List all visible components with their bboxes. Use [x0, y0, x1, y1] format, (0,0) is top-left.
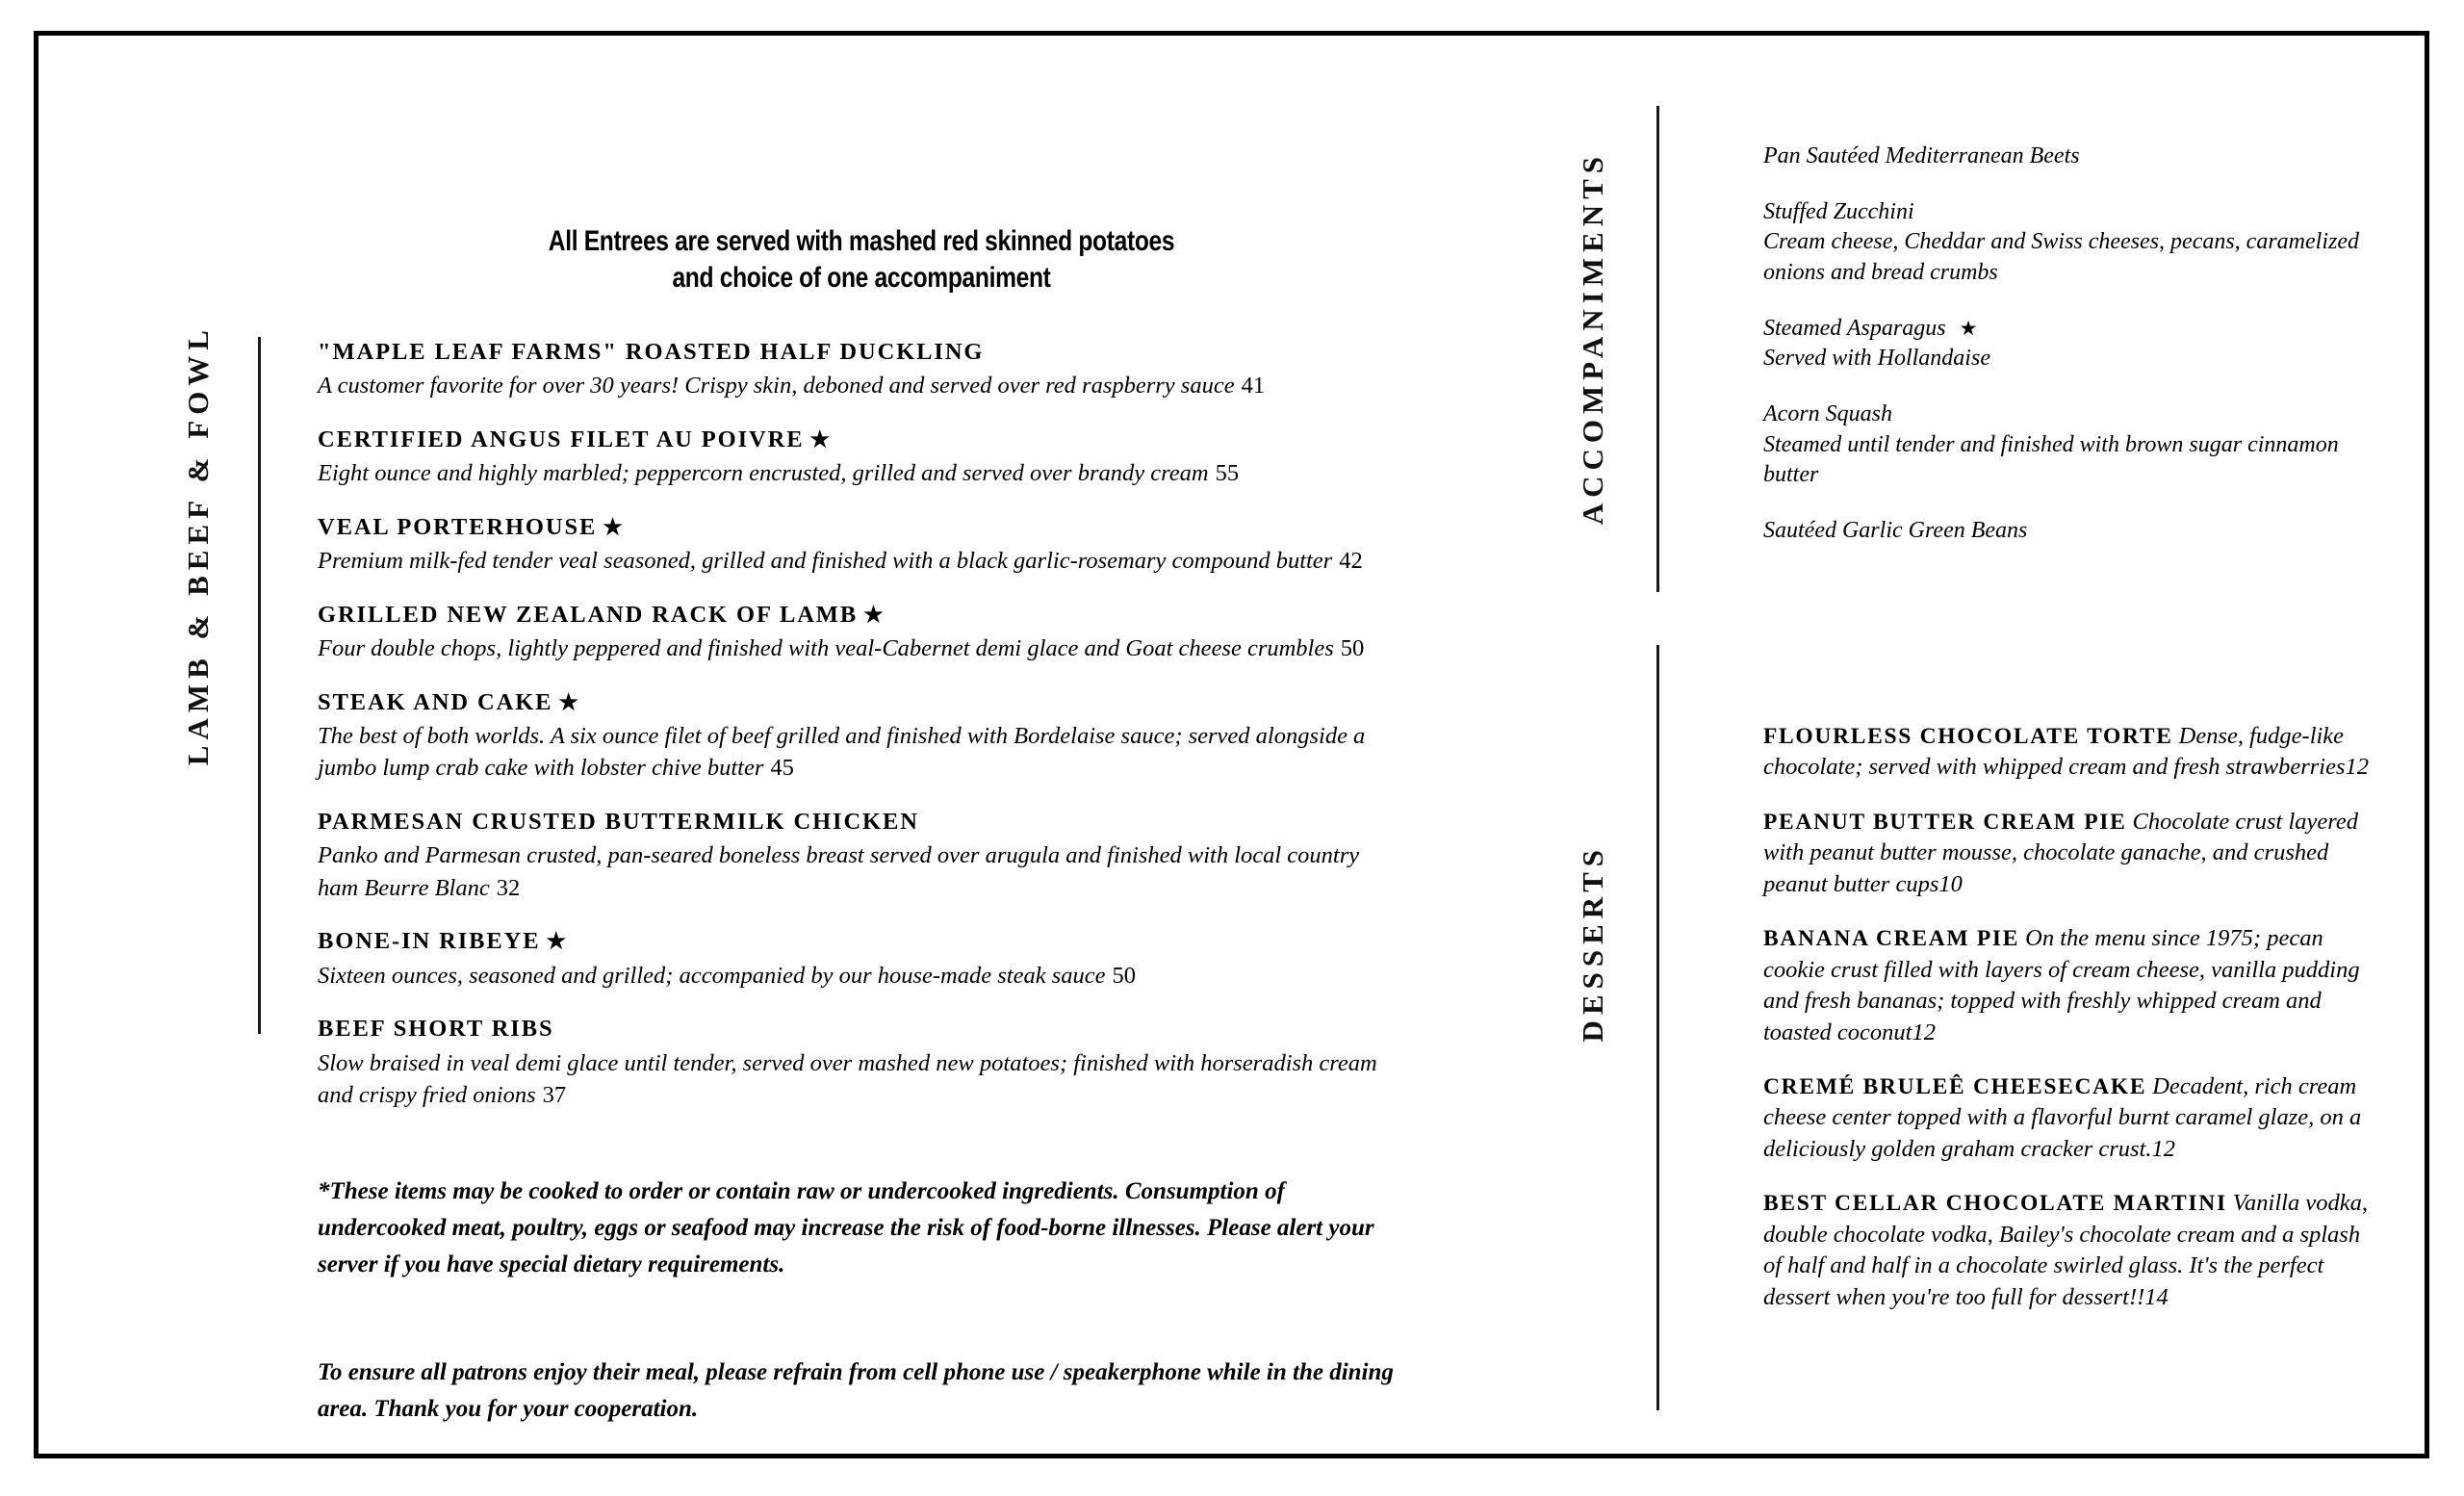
signature-star-icon [1914, 200, 1928, 223]
menu-item-name [318, 688, 1405, 718]
dessert-description: Dense, fudge-like chocolate; served with whipped cream and fresh strawberries [1763, 723, 2346, 781]
accompaniment-name [1763, 400, 2360, 430]
dessert-description: Chocolate crust layered with peanut butter mousse, chocolate ganache, and crushed peanut butter cups [1763, 808, 2359, 897]
menu-item-name-text: "MAPLE LEAF FARMS" ROASTED HALF DUCKLING [318, 338, 985, 365]
menu-item [318, 808, 1405, 904]
menu-item-name [318, 927, 1405, 957]
entrees-header [416, 223, 1308, 297]
menu-item-price: 41 [1241, 373, 1266, 400]
menu-item-name-text: PARMESAN CRUSTED BUTTERMILK CHICKEN [318, 808, 919, 835]
dessert-item [1763, 1071, 2370, 1165]
menu-item-price: 42 [1339, 548, 1363, 575]
menu-item-name [318, 1015, 1405, 1045]
menu-item-description [318, 960, 1405, 992]
raw-food-disclaimer: *These items may be cooked to order or contain raw or undercooked ingredients. Consumption of undercooked meat, poultry, eggs or seafood may increase the risk of food-borne illnesses. Please alert your server if you have special dietary requirements. [318, 1178, 1374, 1277]
menu-item-name-text: VEAL PORTERHOUSE [318, 513, 598, 540]
accompaniment-description: Steamed until tender and finished with brown sugar cinnamon butter [1763, 431, 2339, 488]
dessert-item [1763, 923, 2370, 1048]
signature-star-icon: ★ [809, 426, 831, 451]
accompaniment-name [1763, 516, 2360, 547]
menu-item [318, 688, 1405, 785]
menu-item [318, 426, 1405, 490]
menu-item-description [318, 632, 1405, 664]
menu-item-description-text: Eight ounce and highly marbled; peppercorn encrusted, grilled and served over brandy cream [318, 460, 1209, 487]
accompaniment-name-text: Steamed Asparagus [1763, 315, 1946, 341]
accompaniment-item [1763, 142, 2360, 172]
signature-star-icon [2027, 519, 2040, 542]
signature-star-icon: ★ [603, 514, 623, 539]
signature-star-icon: ★ [546, 929, 567, 954]
dessert-price: 12 [2345, 754, 2369, 781]
dessert-item [1763, 807, 2370, 900]
menu-item [318, 601, 1405, 665]
divider-entrees [258, 337, 261, 1034]
dessert-price: 12 [2151, 1135, 2175, 1162]
dessert-name: CREMÉ BRULEÊ CHEESECAKE [1763, 1073, 2147, 1099]
dessert-name: PEANUT BUTTER CREAM PIE [1763, 809, 2127, 835]
accompaniment-name-text: Pan Sautéed Mediterranean Beets [1763, 143, 2080, 168]
menu-item-name [318, 808, 1405, 838]
divider-accompaniments [1656, 106, 1659, 592]
menu-item-name [318, 601, 1405, 631]
dessert-price: 12 [1912, 1019, 1936, 1045]
dessert-description: On the menu since 1975; pecan cookie crust filled with layers of cream cheese, vanilla pudding and fresh bananas; topped with freshly whipped cream and toasted coconut [1763, 925, 2360, 1045]
entrees-header-line-2: and choice of one accompaniment [672, 262, 1051, 295]
signature-star-icon: ★ [1959, 316, 1978, 340]
footnotes [318, 1174, 1410, 1428]
accompaniments-column [1763, 142, 2360, 572]
menu-item-description-text: Slow braised in veal demi glace until tender, served over mashed new potatoes; finished with horseradish cream and crispy fried onions [318, 1049, 1377, 1108]
dessert-description: Decadent, rich cream cheese center topped with a flavorful burnt caramel glaze, on a deliciously golden graham cracker crust. [1763, 1072, 2362, 1162]
accompaniment-item [1763, 314, 2360, 374]
menu-item-price: 37 [542, 1081, 567, 1108]
dessert-name: FLOURLESS CHOCOLATE TORTE [1763, 724, 2173, 749]
menu-item-name-text: CERTIFIED ANGUS FILET AU POIVRE [318, 426, 805, 452]
signature-star-icon: ★ [558, 689, 579, 714]
dessert-name: BEST CELLAR CHOCOLATE MARTINI [1763, 1191, 2227, 1217]
section-label-accompaniments: ACCOMPANIMENTS [1576, 151, 1609, 526]
accompaniment-name-text: Sautéed Garlic Green Beans [1763, 518, 2028, 544]
menu-item-description-text: Sixteen ounces, seasoned and grilled; accompanied by our house-made steak sauce [318, 962, 1106, 989]
entrees-header-line-1: All Entrees are served with mashed red skinned potatoes [548, 225, 1175, 257]
menu-item-price: 32 [496, 874, 521, 901]
menu-page-frame [34, 31, 2429, 1458]
section-label-desserts: DESSERTS [1576, 844, 1609, 1043]
menu-item-price: 50 [1112, 962, 1136, 989]
menu-item-name-text: BONE-IN RIBEYE [318, 928, 541, 955]
accompaniment-item [1763, 197, 2360, 289]
entrees-column [318, 223, 1405, 1134]
menu-item-price: 45 [770, 755, 794, 782]
menu-item-description-text: Panko and Parmesan crusted, pan-seared boneless breast served over arugula and finished with local country ham Beurre Blanc [318, 842, 1360, 901]
signature-star-icon [2080, 144, 2093, 168]
menu-item-description [318, 545, 1405, 577]
menu-item-description [318, 1047, 1405, 1112]
menu-item-name [318, 426, 1405, 455]
menu-item [318, 513, 1405, 578]
signature-star-icon: ★ [863, 602, 884, 627]
dessert-price: 10 [1938, 870, 1963, 897]
accompaniment-description: Served with Hollandaise [1763, 346, 1990, 372]
menu-item-description-text: A customer favorite for over 30 years! Crispy skin, deboned and served over red raspberry sauce [318, 373, 1235, 400]
cell-phone-notice: To ensure all patrons enjoy their meal, please refrain from cell phone use / speakerphone while in the dining area. Thank you for your cooperation. [318, 1359, 1394, 1422]
dessert-description: Vanilla vodka, double chocolate vodka, Bailey's chocolate cream and a splash of half and half in a chocolate swirled glass. It's the perfect dessert when you're too full for dessert!! [1763, 1190, 2368, 1310]
menu-item-price: 55 [1215, 460, 1240, 487]
accompaniment-name [1763, 142, 2360, 172]
accompaniment-item [1763, 516, 2360, 547]
menu-item-name-text: GRILLED NEW ZEALAND RACK OF LAMB [318, 601, 859, 628]
menu-item-name-text: STEAK AND CAKE [318, 688, 553, 715]
accompaniment-name-text: Stuffed Zucchini [1763, 198, 1914, 224]
menu-item-name [318, 338, 1405, 368]
signature-star-icon [554, 1017, 560, 1041]
desserts-column [1763, 721, 2370, 1336]
accompaniment-description: Cream cheese, Cheddar and Swiss cheeses, pecans, caramelized onions and bread crumbs [1763, 229, 2359, 286]
menu-item-name [318, 513, 1405, 543]
dessert-price: 14 [2144, 1283, 2169, 1310]
menu-item [318, 927, 1405, 992]
menu-item-description-text: The best of both worlds. A six ounce filet of beef grilled and finished with Bordelaise sauce; served alongside a jumbo lump crab cake with lobster chive butter [318, 723, 1366, 782]
section-label-lamb-beef-fowl: LAMB & BEEF & FOWL [181, 324, 215, 766]
dessert-item [1763, 1188, 2370, 1313]
menu-item-name-text: BEEF SHORT RIBS [318, 1015, 554, 1042]
menu-item-description [318, 370, 1405, 401]
accompaniment-name [1763, 197, 2360, 228]
menu-item-description-text: Four double chops, lightly peppered and finished with veal-Cabernet demi glace and Goat cheese crumbles [318, 635, 1334, 662]
divider-desserts [1656, 645, 1659, 1410]
menu-item-description [318, 839, 1405, 904]
accompaniment-name [1763, 314, 2360, 345]
dessert-name: BANANA CREAM PIE [1763, 926, 2020, 952]
menu-item [318, 338, 1405, 402]
menu-item-description [318, 720, 1405, 785]
dessert-item [1763, 721, 2370, 784]
menu-item [318, 1015, 1405, 1111]
accompaniment-item [1763, 400, 2360, 491]
signature-star-icon [1892, 402, 1906, 426]
signature-star-icon [984, 340, 989, 364]
menu-item-price: 50 [1340, 635, 1365, 662]
accompaniment-name-text: Acorn Squash [1763, 401, 1892, 427]
menu-item-description-text: Premium milk-fed tender veal seasoned, grilled and finished with a black garlic-rosemary compound butter [318, 548, 1333, 575]
signature-star-icon [919, 810, 925, 834]
menu-item-description [318, 457, 1405, 489]
